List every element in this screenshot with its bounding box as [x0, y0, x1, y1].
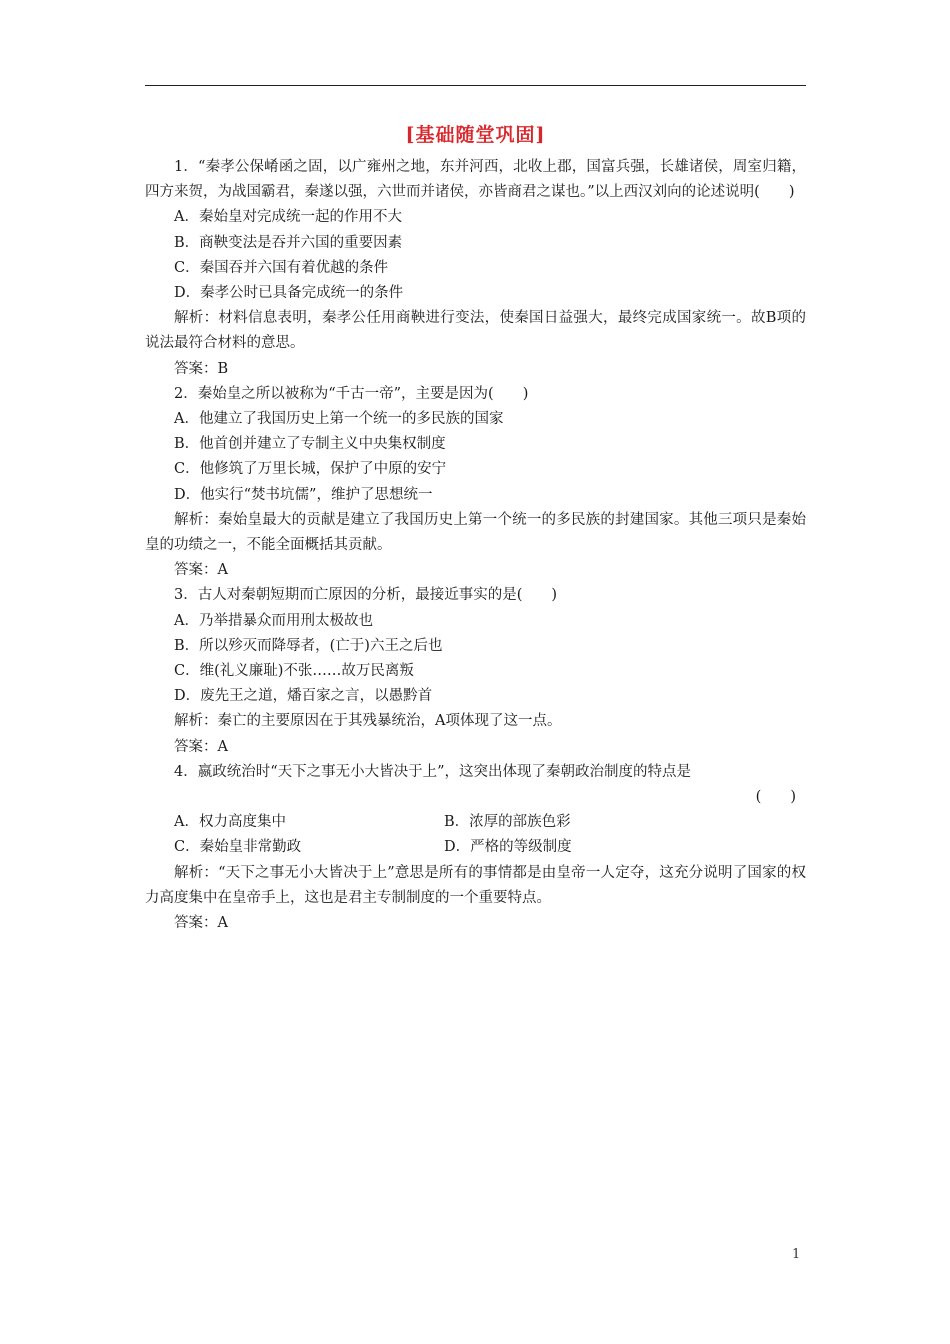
option-b: B．商鞅变法是吞并六国的重要因素: [174, 234, 403, 251]
header-rule: [145, 85, 806, 86]
question-stem: 1．“秦孝公保崤函之固，以广雍州之地，东并河西，北收上郡，国富兵强，长雄诸侯，周室归籍，四方来贺，为战国霸君，秦遂以强，六世而并诸侯，亦皆商君之谋也。”以上西汉刘向的论述说明( ): [145, 159, 806, 201]
option-a: A．权力高度集中: [174, 814, 286, 831]
option-b: B．所以殄灭而降辱者，(亡于)六王之后也: [174, 637, 443, 654]
option-c: C．他修筑了万里长城，保护了中原的安宁: [174, 461, 447, 478]
option-c: C．秦始皇非常勤政: [174, 839, 302, 856]
option-a: A．他建立了我国历史上第一个统一的多民族的国家: [174, 411, 504, 428]
question-answer: 答案：A: [174, 915, 228, 932]
option-d: D．严格的等级制度: [444, 839, 572, 856]
question-analysis: 解析：秦始皇最大的贡献是建立了我国历史上第一个统一的多民族的封建国家。其他三项只是秦始皇的功绩之一，不能全面概括其贡献。: [145, 511, 806, 554]
question-answer: 答案：A: [174, 562, 228, 579]
option-d: D．废先王之道，燔百家之言，以愚黔首: [174, 688, 433, 705]
question-stem: 4．嬴政统治时“天下之事无小大皆决于上”，这突出体现了秦朝政治制度的特点是: [174, 763, 692, 780]
question-4: [145, 760, 806, 936]
answer-bracket: ( ): [755, 789, 796, 806]
question-stem: 3．古人对秦朝短期而亡原因的分析，最接近事实的是( ): [174, 587, 558, 604]
option-b: B．他首创并建立了专制主义中央集权制度: [174, 436, 446, 453]
section-title: [基础随堂巩固]: [405, 124, 546, 146]
option-a: A．秦始皇对完成统一起的作用不大: [174, 209, 402, 226]
question-answer: 答案：B: [174, 360, 229, 377]
option-c: C．维(礼义廉耻)不张……故万民离叛: [174, 663, 414, 680]
page-number: 1: [792, 1247, 801, 1262]
question-analysis: 解析：“天下之事无小大皆决于上”意思是所有的事情都是由皇帝一人定夺，这充分说明了国家的权力高度集中在皇帝手上，这也是君主专制制度的一个重要特点。: [145, 864, 806, 906]
option-a: A．乃举措暴众而用刑太极故也: [174, 612, 373, 629]
question-analysis: 解析：材料信息表明，秦孝公任用商鞅进行变法，使秦国日益强大，最终完成国家统一。故B项的说法最符合材料的意思。: [145, 310, 806, 352]
option-b: B．浓厚的部族色彩: [444, 814, 571, 831]
question-stem: 2．秦始皇之所以被称为“千古一帝”，主要是因为( ): [174, 385, 529, 402]
option-row: [145, 810, 806, 835]
option-d: D．秦孝公时已具备完成统一的条件: [174, 285, 404, 302]
question-2: [145, 382, 806, 584]
question-answer: 答案：A: [174, 738, 228, 755]
option-row: [145, 835, 806, 860]
question-3: [145, 583, 806, 759]
option-d: D．他实行“焚书坑儒”，维护了思想统一: [174, 486, 433, 503]
option-c: C．秦国吞并六国有着优越的条件: [174, 259, 389, 276]
question-1: [145, 155, 806, 382]
question-analysis: 解析：秦亡的主要原因在于其残暴统治，A项体现了这一点。: [174, 713, 562, 730]
question-list: [145, 155, 806, 936]
